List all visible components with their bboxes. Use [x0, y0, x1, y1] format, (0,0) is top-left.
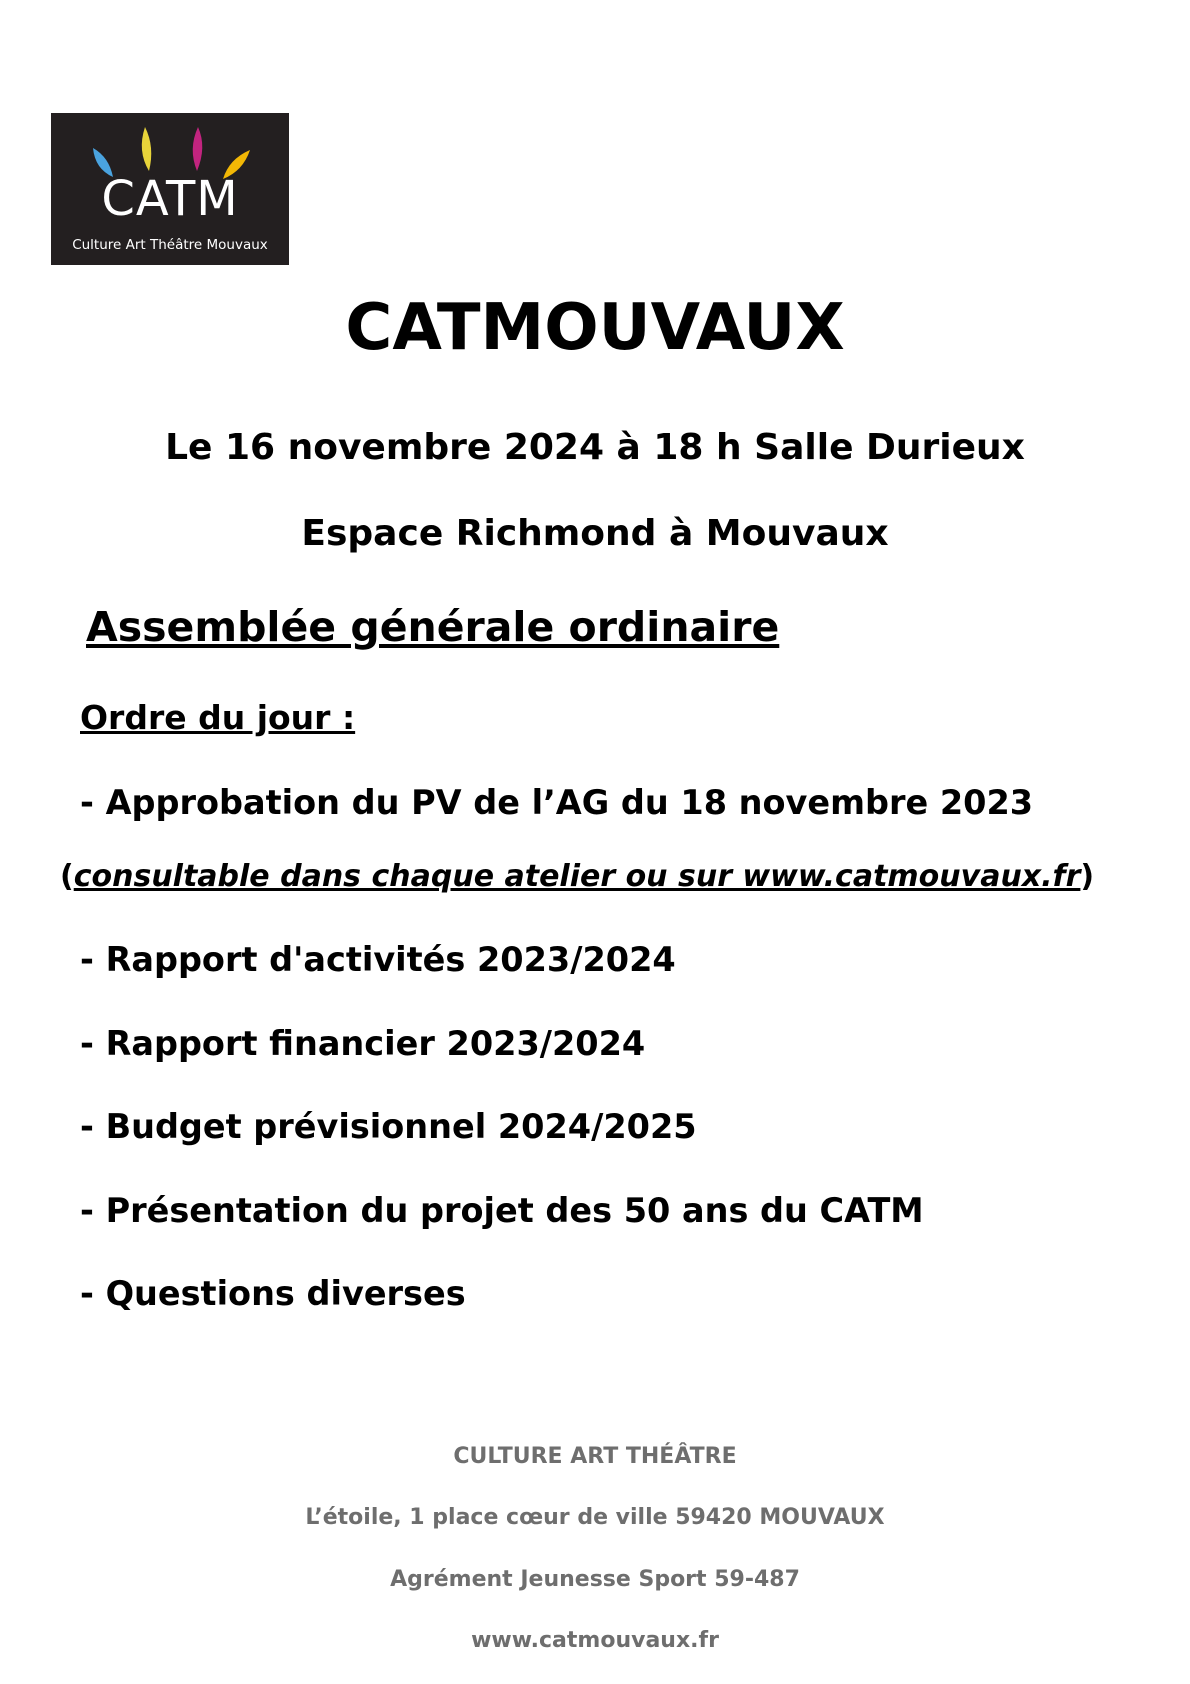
footer-organization-name: CULTURE ART THÉÂTRE	[453, 1444, 737, 1469]
agenda-note	[60, 859, 1095, 894]
agenda-item: - Approbation du PV de l’AG du 18 novembre 2023	[80, 783, 1034, 822]
logo-wordmark: CATM	[101, 171, 239, 227]
footer-agrement: Agrément Jeunesse Sport 59-487	[390, 1567, 800, 1592]
note-close-paren: )	[1080, 859, 1095, 894]
catm-logo	[51, 113, 289, 265]
footer-address: L’étoile, 1 place cœur de ville 59420 MOUVAUX	[305, 1505, 885, 1530]
note-open-paren: (	[60, 859, 74, 894]
meeting-heading: Assemblée générale ordinaire	[86, 603, 780, 651]
agenda-item: - Budget prévisionnel 2024/2025	[80, 1107, 697, 1146]
note-website-link[interactable]: consultable dans chaque atelier ou sur www.catmouvaux.fr	[73, 859, 1081, 894]
agenda-item: - Rapport financier 2023/2024	[80, 1024, 646, 1063]
event-place-line: Espace Richmond à Mouvaux	[301, 513, 889, 554]
footer-website-link[interactable]: www.catmouvaux.fr	[471, 1628, 719, 1653]
agenda-item: - Questions diverses	[80, 1274, 466, 1313]
logo-tagline: Culture Art Théâtre Mouvaux	[72, 237, 268, 253]
agenda-item: - Rapport d'activités 2023/2024	[80, 940, 676, 979]
page-title: CATMOUVAUX	[345, 291, 845, 365]
agenda-title: Ordre du jour :	[80, 698, 356, 737]
event-date-line: Le 16 novembre 2024 à 18 h Salle Durieux	[165, 427, 1025, 468]
agenda-item: - Présentation du projet des 50 ans du CATM	[80, 1191, 924, 1230]
